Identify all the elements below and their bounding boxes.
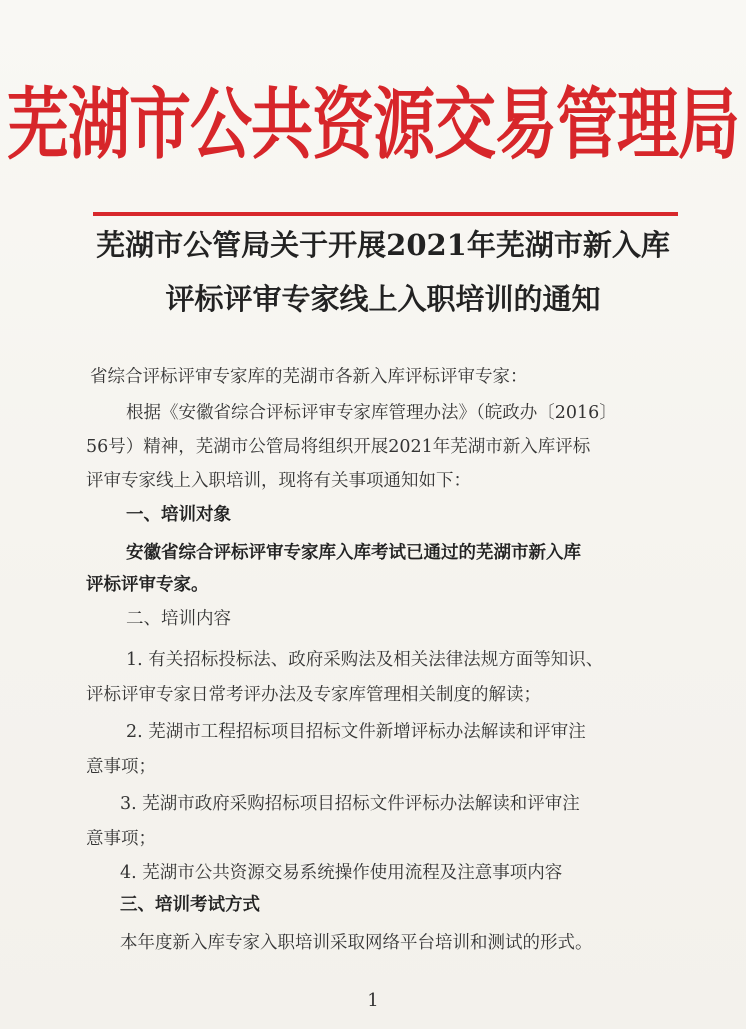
letterhead-divider <box>93 212 678 216</box>
list-item-line: 1. 有关招标投标法、政府采购法及相关法律法规方面等知识、 <box>126 650 604 670</box>
section-heading-2: 二、培训内容 <box>126 609 231 629</box>
organization-letterhead: 芜湖市公共资源交易管理局 <box>6 78 739 170</box>
list-item-line: 4. 芜湖市公共资源交易系统操作使用流程及注意事项内容 <box>120 863 563 883</box>
notice-title-line-2: 评标评审专家线上入职培训的通知 <box>165 282 601 316</box>
list-item-line: 3. 芜湖市政府采购招标项目招标文件评标办法解读和评审注 <box>120 794 580 814</box>
body-paragraph-line: 评标评审专家。 <box>86 575 209 595</box>
list-item-line: 意事项； <box>86 757 156 777</box>
salutation: 省综合评标评审专家库的芜湖市各新入库评标评审专家： <box>90 367 528 387</box>
body-paragraph-line: 安徽省综合评标评审专家库入库考试已通过的芜湖市新入库 <box>126 543 581 563</box>
list-item-line: 2. 芜湖市工程招标项目招标文件新增评标办法解读和评审注 <box>126 722 586 742</box>
page-number: 1 <box>367 990 379 1011</box>
list-item-line: 意事项； <box>86 829 156 849</box>
section-heading-3: 三、培训考试方式 <box>120 895 260 915</box>
section-heading-1: 一、培训对象 <box>126 505 231 525</box>
body-paragraph-line: 评审专家线上入职培训，现将有关事项通知如下： <box>86 471 471 491</box>
body-paragraph-line: 本年度新入库专家入职培训采取网络平台培训和测试的形式。 <box>120 933 593 953</box>
body-paragraph-line: 根据《安徽省综合评标评审专家库管理办法》（皖政办〔2016〕 <box>126 403 617 423</box>
list-item-line: 评标评审专家日常考评办法及专家库管理相关制度的解读； <box>86 685 541 705</box>
notice-title-line-1: 芜湖市公管局关于开展2021年芜湖市新入库 <box>96 228 670 262</box>
body-paragraph-line: 56号）精神，芜湖市公管局将组织开展2021年芜湖市新入库评标 <box>86 437 591 457</box>
